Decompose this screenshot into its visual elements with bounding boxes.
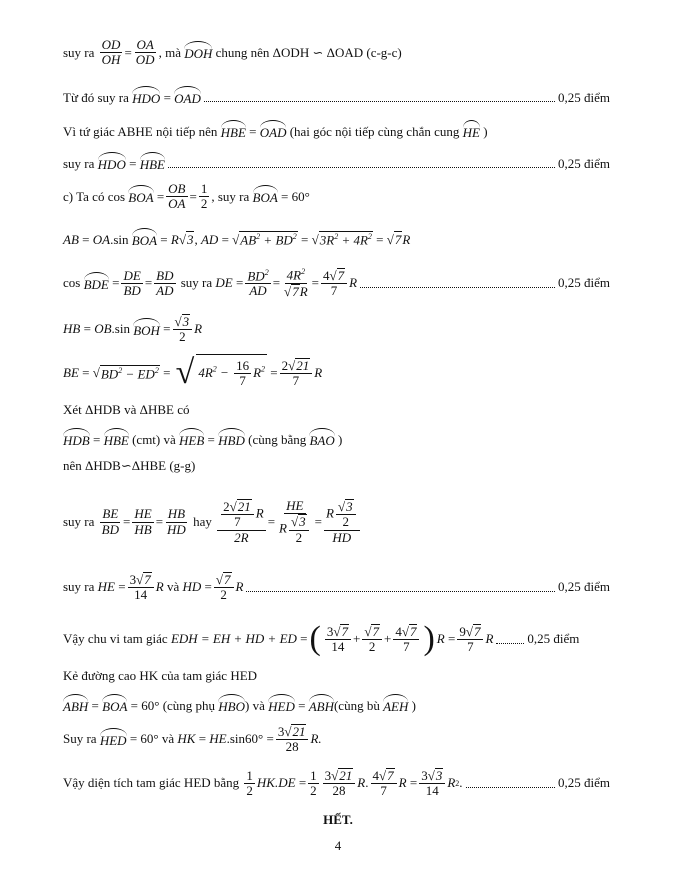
- angle: HBE: [140, 154, 165, 173]
- text: ) và: [245, 697, 265, 713]
- angle: OAD: [174, 88, 201, 107]
- text: suy ra: [63, 514, 95, 529]
- text: Vậy diện tích tam giác HED bằng: [63, 775, 240, 791]
- text: (cmt) và: [132, 431, 176, 447]
- page-number: 4: [334, 838, 342, 853]
- line-altitude: [63, 668, 610, 684]
- text: , mà: [158, 44, 181, 60]
- angle: OAD: [260, 122, 287, 141]
- fraction: OD OH: [101, 37, 121, 68]
- dot-leader: [168, 167, 555, 168]
- line-cos-bde: cos BDE = DE BD = BD AD suy ra DE = $BD^2$ AD = $4R^2$ √7R = 4√7 7 R 0,25 điểm: [63, 267, 610, 299]
- dot-leader: [466, 787, 555, 788]
- line-area: Vậy diện tích tam giác HED bằng 1 2 HK.DE = 1 2 3√21 28 R . 4√7 7 R = 3√3 14 R 2 . 0,25 điểm: [63, 767, 610, 799]
- text: nên ΔHDB∽ΔHBE (g-g): [63, 458, 196, 473]
- text: (cùng bằng: [248, 431, 307, 447]
- text: suy ra: [180, 275, 213, 291]
- text: cos: [63, 275, 81, 291]
- text: (cùng phụ: [162, 697, 216, 713]
- angle: BOA: [128, 187, 153, 206]
- text: chung nên ΔODH ∽ ΔOAD (c-g-c): [215, 44, 402, 60]
- line-ratios: suy ra BE BD = HE HB = HB HD hay $\frac{2√21}{7}$ R 2R = HE R $\frac{√3}{2}$ = R $\frac{√3}{2}$ HD: [63, 486, 610, 558]
- line-hb: HB = OB .sin BOH = √3 2 R: [63, 314, 203, 345]
- text: suy ra: [63, 155, 95, 171]
- line-be: BE = √ $BD^2 - ED^2$ = √ $4R^2$ − $\frac{16}{7}$ $R^2$ = 2√21 7 R: [63, 354, 323, 392]
- dot-leader: [360, 287, 555, 288]
- angle: BOA: [253, 187, 278, 206]
- text: Kẻ đường cao HK của tam giác HED: [63, 668, 258, 683]
- line-consider: [63, 402, 610, 418]
- line-abh: ABH = BOA = 60° (cùng phụ HBO ) và HED = ABH (cùng bù AEH ): [63, 697, 416, 714]
- angle: HDO: [132, 88, 160, 107]
- text: hay: [193, 514, 212, 529]
- score: 0,25 điểm: [558, 275, 610, 291]
- line-part-c: c) Ta có cos BOA = OB OA = 1 2 , suy ra BOA = 60°: [63, 181, 310, 212]
- line-perimeter: Vậy chu vi tam giác EDH = EH + HD + ED = ( 3√7 14 + √7 2 + 4√7 7 ) R = 9√7 7 R 0,25 điểm: [63, 620, 580, 657]
- text: suy ra: [63, 579, 95, 595]
- fraction: OB OA: [168, 181, 186, 212]
- line-hk: Suy ra HED = 60° và HK = HE .sin60° = 3√21 28 R.: [63, 724, 322, 755]
- score: 0,25 điểm: [527, 631, 580, 646]
- line-cyclic: Vì tứ giác ABHE nội tiếp nên HBE = OAD (hai góc nội tiếp cùng chắn cung HE ): [63, 123, 488, 140]
- text: c) Ta có: [63, 188, 105, 204]
- score: 0,25 điểm: [558, 775, 610, 791]
- text: (hai góc nội tiếp cùng chắn cung: [289, 123, 460, 139]
- line-score-1: Từ đó suy ra HDO = OAD 0,25 điểm: [63, 89, 610, 106]
- text: Xét ΔHDB và ΔHBE có: [63, 402, 190, 417]
- line-similar: [63, 458, 610, 474]
- line-angles-equal: HDB = HBE (cmt) và HEB = HBD (cùng bằng BAO ): [63, 431, 343, 448]
- text: Từ đó suy ra: [63, 89, 129, 105]
- dot-leader: [246, 591, 555, 592]
- line-ab-ad: AB = OA .sin BOA = R √ 3 , AD = √ $AB^2 + BD^2$ = √ $3R^2 + 4R^2$ = √ 7 R: [63, 231, 411, 248]
- dot-leader: [204, 101, 555, 102]
- angle: HBE: [221, 122, 246, 141]
- line-similar-triangles: suy ra OD OH = OA OD , mà DOH chung nên ΔODH ∽ ΔOAD (c-g-c): [63, 37, 402, 68]
- fraction: OA OD: [135, 37, 155, 68]
- score: 0,25 điểm: [558, 89, 610, 105]
- fraction: 1 2: [200, 181, 208, 212]
- arc: HE: [463, 122, 480, 141]
- text: Vì tứ giác ABHE nội tiếp nên: [63, 123, 218, 139]
- text: và: [166, 579, 180, 595]
- text: và: [161, 731, 175, 747]
- text: suy ra: [63, 44, 95, 60]
- end-marker: HẾT.: [323, 812, 353, 827]
- score: 0,25 điểm: [558, 579, 610, 595]
- text: Suy ra: [63, 731, 97, 747]
- score: 0,25 điểm: [558, 155, 610, 171]
- angle: HDO: [98, 154, 126, 173]
- line-he-hd: suy ra HE = 3√7 14 R và HD = √7 2 R 0,25 điểm: [63, 572, 610, 603]
- text: , suy ra: [211, 188, 250, 204]
- text: Vậy chu vi tam giác: [63, 631, 168, 646]
- line-score-2: suy ra HDO = HBE 0,25 điểm: [63, 155, 610, 172]
- dot-leader: [496, 643, 524, 644]
- angle: DOH: [184, 43, 212, 62]
- text: (cùng bù: [333, 697, 380, 713]
